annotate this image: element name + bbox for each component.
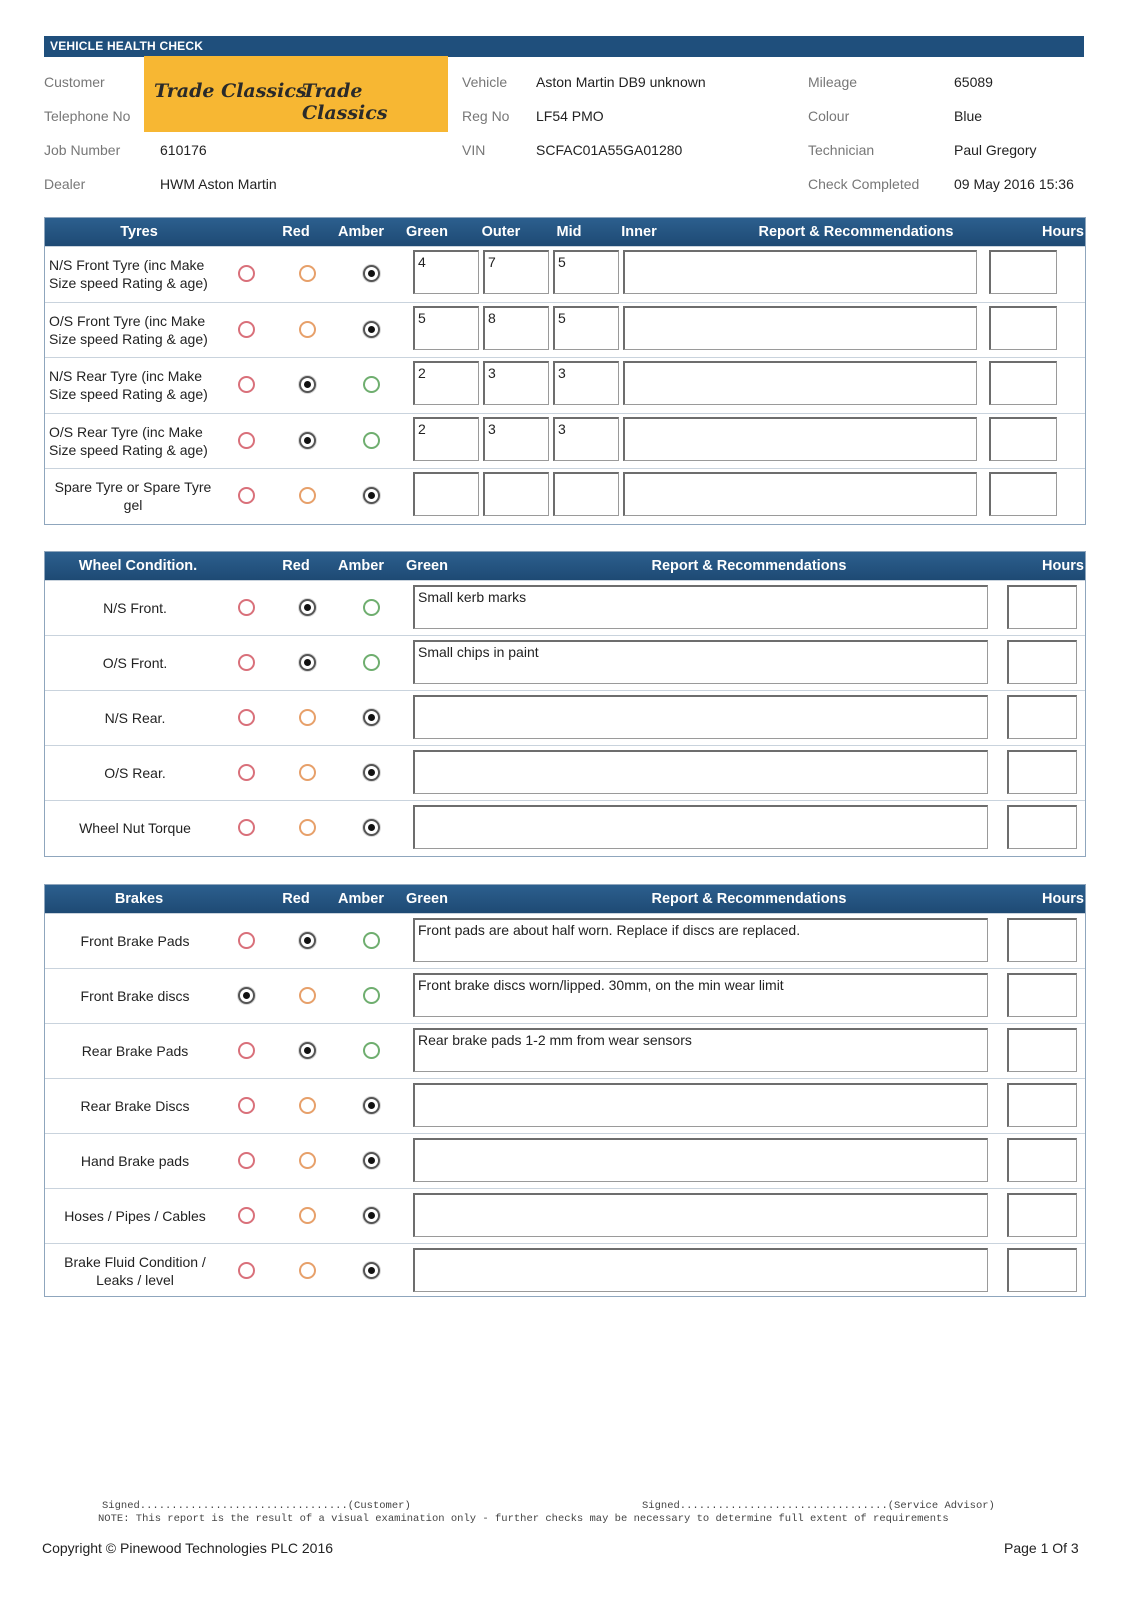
red-status-radio[interactable] — [238, 1097, 255, 1114]
green-status-radio[interactable] — [363, 764, 380, 781]
red-col-heading: Red — [282, 224, 310, 240]
brake-row-label: Hand Brake pads — [80, 1153, 190, 1169]
green-col-heading: Green — [406, 891, 448, 907]
logo-text-2: Trade Classics — [302, 80, 388, 124]
amber-status-radio[interactable] — [299, 1042, 316, 1059]
amber-status-radio[interactable] — [299, 321, 316, 338]
brake-row — [45, 1023, 1085, 1079]
hours-input[interactable] — [1007, 695, 1077, 739]
amber-status-radio[interactable] — [299, 487, 316, 504]
wheels-section — [44, 551, 1086, 857]
report-input[interactable]: Small chips in paint — [413, 640, 988, 684]
wheel-row-label: Wheel Nut Torque — [79, 820, 191, 836]
hours-input[interactable] — [1007, 1083, 1077, 1127]
outer-tread-input[interactable]: 2 — [413, 417, 479, 461]
amber-col-heading: Amber — [338, 891, 384, 907]
red-status-radio[interactable] — [238, 764, 255, 781]
amber-status-radio[interactable] — [299, 819, 316, 836]
brake-row-label: Front Brake discs — [80, 988, 190, 1004]
report-input[interactable] — [413, 1193, 988, 1237]
red-status-radio[interactable] — [238, 321, 255, 338]
hours-col-heading: Hours — [1042, 224, 1084, 240]
colour-value: Blue — [954, 108, 983, 124]
signed-advisor-line: Signed.................................(Service Advisor) — [642, 1500, 995, 1512]
red-status-radio[interactable] — [238, 819, 255, 836]
amber-status-radio[interactable] — [299, 265, 316, 282]
mid-tread-input[interactable]: 7 — [483, 250, 549, 294]
hours-input[interactable] — [989, 417, 1057, 461]
amber-status-radio[interactable] — [299, 654, 316, 671]
mid-tread-input[interactable]: 8 — [483, 306, 549, 350]
brake-row-label: Front Brake Pads — [80, 933, 190, 949]
vehicle-value: Aston Martin DB9 unknown — [536, 74, 706, 90]
amber-status-radio[interactable] — [299, 1207, 316, 1224]
green-status-radio[interactable] — [363, 1262, 380, 1279]
amber-status-radio[interactable] — [299, 1262, 316, 1279]
wheel-row-label: O/S Rear. — [104, 765, 166, 781]
tyre-row-label: N/S Front Tyre (inc Make Size speed Rating & age) — [49, 257, 208, 291]
inner-tread-input[interactable]: 3 — [553, 417, 619, 461]
red-status-radio[interactable] — [238, 599, 255, 616]
brake-row — [45, 1133, 1085, 1189]
report-input[interactable] — [413, 750, 988, 794]
report-input[interactable] — [623, 417, 977, 461]
outer-tread-input[interactable]: 5 — [413, 306, 479, 350]
hours-input[interactable] — [1007, 1248, 1077, 1292]
green-status-radio[interactable] — [363, 1207, 380, 1224]
title-banner — [44, 36, 1084, 57]
green-status-radio[interactable] — [363, 987, 380, 1004]
report-input[interactable] — [413, 1138, 988, 1182]
tyres-col-heading: Tyres — [120, 224, 158, 240]
wheel-col-heading: Wheel Condition. — [78, 558, 198, 574]
technician-label: Technician — [808, 142, 875, 158]
amber-status-radio[interactable] — [299, 987, 316, 1004]
brake-row — [45, 1078, 1085, 1134]
brakes-col-heading: Brakes — [114, 891, 164, 907]
wheel-row-label: N/S Front. — [103, 600, 167, 616]
tyre-row-label: N/S Rear Tyre (inc Make Size speed Rating & age) — [49, 368, 208, 402]
copyright-text: Copyright © Pinewood Technologies PLC 2016 — [42, 1540, 334, 1556]
logo-text-1: Trade Classics — [154, 80, 307, 102]
report-col-heading: Report & Recommendations — [651, 891, 847, 907]
red-status-radio[interactable] — [238, 709, 255, 726]
green-col-heading: Green — [406, 558, 448, 574]
customer-label: Customer — [44, 74, 105, 90]
report-col-heading: Report & Recommendations — [758, 224, 954, 240]
wheels-header-bar — [45, 552, 1085, 580]
green-status-radio[interactable] — [363, 819, 380, 836]
red-status-radio[interactable] — [238, 1207, 255, 1224]
brake-row-label: Rear Brake Pads — [81, 1043, 189, 1059]
vin-label: VIN — [462, 142, 486, 158]
check-completed-value: 09 May 2016 15:36 — [954, 176, 1074, 192]
tyres-header-bar — [45, 218, 1085, 246]
colour-label: Colour — [808, 108, 850, 124]
green-status-radio[interactable] — [363, 599, 380, 616]
report-input[interactable] — [623, 472, 977, 516]
report-col-heading: Report & Recommendations — [651, 558, 847, 574]
brake-row-label: Rear Brake Discs — [80, 1098, 190, 1114]
wheel-row — [45, 745, 1085, 801]
page-number: Page 1 Of 3 — [1004, 1540, 1079, 1556]
green-status-radio[interactable] — [363, 709, 380, 726]
green-status-radio[interactable] — [363, 265, 380, 282]
dealer-label: Dealer — [44, 176, 86, 192]
reg-label: Reg No — [462, 108, 510, 124]
hours-col-heading: Hours — [1042, 891, 1084, 907]
hours-input[interactable] — [989, 472, 1057, 516]
hours-col-heading: Hours — [1042, 558, 1084, 574]
dealer-value: HWM Aston Martin — [160, 176, 277, 192]
amber-status-radio[interactable] — [299, 709, 316, 726]
red-status-radio[interactable] — [238, 265, 255, 282]
page-title: VEHICLE HEALTH CHECK — [50, 39, 204, 53]
mid-tread-input[interactable] — [483, 472, 549, 516]
brake-row-label: Hoses / Pipes / Cables — [64, 1208, 206, 1224]
green-status-radio[interactable] — [363, 1097, 380, 1114]
brake-row — [45, 1188, 1085, 1244]
hours-input[interactable] — [1007, 805, 1077, 849]
report-input[interactable] — [413, 1083, 988, 1127]
hours-input[interactable] — [1007, 918, 1077, 962]
tyre-row-label: Spare Tyre or Spare Tyre gel — [54, 479, 212, 513]
mid-col-heading: Mid — [556, 224, 582, 240]
check-completed-label: Check Completed — [808, 176, 920, 192]
amber-status-radio[interactable] — [299, 1097, 316, 1114]
hours-input[interactable] — [1007, 1193, 1077, 1237]
wheel-row — [45, 580, 1085, 636]
job-number-value: 610176 — [160, 142, 207, 158]
mileage-label: Mileage — [808, 74, 858, 90]
hours-input[interactable] — [1007, 1028, 1077, 1072]
brake-row — [45, 913, 1085, 969]
brakes-header-bar — [45, 885, 1085, 913]
hours-input[interactable] — [1007, 640, 1077, 684]
green-status-radio[interactable] — [363, 432, 380, 449]
report-input[interactable] — [623, 250, 977, 294]
amber-status-radio[interactable] — [299, 599, 316, 616]
wheel-row — [45, 635, 1085, 691]
red-col-heading: Red — [282, 891, 310, 907]
mileage-value: 65089 — [954, 74, 993, 90]
report-input[interactable]: Small kerb marks — [413, 585, 988, 629]
amber-col-heading: Amber — [338, 224, 384, 240]
report-input[interactable] — [413, 1248, 988, 1292]
red-status-radio[interactable] — [238, 932, 255, 949]
hours-input[interactable] — [1007, 1138, 1077, 1182]
report-input[interactable]: Front brake discs worn/lipped. 30mm, on the min wear limit — [413, 973, 988, 1017]
red-status-radio[interactable] — [238, 432, 255, 449]
tyre-row — [45, 413, 1085, 469]
wheel-row-label: N/S Rear. — [104, 710, 166, 726]
red-status-radio[interactable] — [238, 376, 255, 393]
brake-row — [45, 968, 1085, 1024]
report-input[interactable]: Rear brake pads 1-2 mm from wear sensors — [413, 1028, 988, 1072]
green-status-radio[interactable] — [363, 932, 380, 949]
tyre-row-label: O/S Front Tyre (inc Make Size speed Rating & age) — [49, 312, 208, 347]
vehicle-label: Vehicle — [462, 74, 508, 90]
red-status-radio[interactable] — [238, 987, 255, 1004]
technician-value: Paul Gregory — [954, 142, 1037, 158]
hours-input[interactable] — [989, 250, 1057, 294]
green-status-radio[interactable] — [363, 487, 380, 504]
green-status-radio[interactable] — [363, 1042, 380, 1059]
red-status-radio[interactable] — [238, 1262, 255, 1279]
signed-customer-line: Signed.................................(Customer) — [102, 1500, 411, 1512]
inner-tread-input[interactable]: 5 — [553, 250, 619, 294]
red-status-radio[interactable] — [238, 1042, 255, 1059]
tyre-row — [45, 357, 1085, 413]
telephone-label: Telephone No — [44, 108, 131, 124]
brake-row-label: Brake Fluid Condition / Leaks / level — [64, 1254, 206, 1288]
tyre-row — [45, 468, 1085, 524]
amber-col-heading: Amber — [338, 558, 384, 574]
tyre-row — [45, 302, 1085, 358]
tyres-section — [44, 217, 1086, 525]
disclaimer-note: NOTE: This report is the result of a visual examination only - further checks may be necessary to determine full extent of requirements — [98, 1513, 949, 1525]
brake-row — [45, 1243, 1085, 1299]
green-status-radio[interactable] — [363, 376, 380, 393]
inner-tread-input[interactable]: 3 — [553, 361, 619, 405]
hours-input[interactable] — [1007, 585, 1077, 629]
report-input[interactable] — [413, 805, 988, 849]
inner-col-heading: Inner — [621, 224, 657, 240]
wheel-row — [45, 800, 1085, 856]
amber-status-radio[interactable] — [299, 932, 316, 949]
outer-tread-input[interactable]: 2 — [413, 361, 479, 405]
green-col-heading: Green — [406, 224, 448, 240]
outer-col-heading: Outer — [481, 224, 521, 240]
wheel-row — [45, 690, 1085, 746]
red-status-radio[interactable] — [238, 487, 255, 504]
amber-status-radio[interactable] — [299, 1152, 316, 1169]
trade-classics-logo — [144, 56, 448, 132]
hours-input[interactable] — [989, 361, 1057, 405]
inner-tread-input[interactable] — [553, 472, 619, 516]
green-status-radio[interactable] — [363, 321, 380, 338]
report-input[interactable]: Front pads are about half worn. Replace if discs are replaced. — [413, 918, 988, 962]
vin-value: SCFAC01A55GA01280 — [536, 142, 683, 158]
mid-tread-input[interactable]: 3 — [483, 361, 549, 405]
amber-status-radio[interactable] — [299, 432, 316, 449]
green-status-radio[interactable] — [363, 1152, 380, 1169]
tyre-row-label: O/S Rear Tyre (inc Make Size speed Rating & age) — [49, 423, 208, 458]
red-col-heading: Red — [282, 558, 310, 574]
amber-status-radio[interactable] — [299, 376, 316, 393]
red-status-radio[interactable] — [238, 654, 255, 671]
wheel-row-label: O/S Front. — [102, 655, 168, 671]
hours-input[interactable] — [1007, 750, 1077, 794]
green-status-radio[interactable] — [363, 654, 380, 671]
hours-input[interactable] — [1007, 973, 1077, 1017]
outer-tread-input[interactable]: 4 — [413, 250, 479, 294]
amber-status-radio[interactable] — [299, 764, 316, 781]
job-number-label: Job Number — [44, 142, 121, 158]
tyre-row — [45, 246, 1085, 302]
report-input[interactable] — [623, 306, 977, 350]
report-input[interactable] — [623, 361, 977, 405]
report-input[interactable] — [413, 695, 988, 739]
outer-tread-input[interactable] — [413, 472, 479, 516]
inner-tread-input[interactable]: 5 — [553, 306, 619, 350]
hours-input[interactable] — [989, 306, 1057, 350]
mid-tread-input[interactable]: 3 — [483, 417, 549, 461]
brakes-section — [44, 884, 1086, 1297]
red-status-radio[interactable] — [238, 1152, 255, 1169]
reg-value: LF54 PMO — [536, 108, 604, 124]
